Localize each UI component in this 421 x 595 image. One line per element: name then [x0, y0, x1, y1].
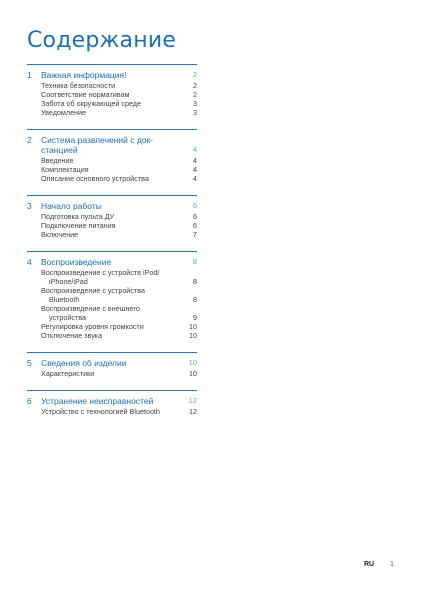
entry-title: Подключение питания [41, 221, 116, 230]
entry-title: Воспроизведение с внешнего [41, 304, 140, 313]
toc-entry[interactable] [27, 221, 197, 230]
entry-page: 12 [189, 407, 197, 416]
toc-section [27, 352, 197, 378]
entry-page: 6 [193, 212, 197, 221]
chapter-number: 2 [27, 135, 32, 145]
entry-title: Воспроизведение с устройства [41, 286, 145, 295]
entry-page: 10 [189, 322, 197, 331]
entry-title: Введение [41, 156, 74, 165]
entry-title: Устройство с технологией Bluetooth [41, 407, 160, 416]
entry-page: 3 [193, 108, 197, 117]
entry-title: Подготовка пульта ДУ [41, 212, 115, 221]
entry-title: Воспроизведение с устройств iPod/ [41, 268, 160, 277]
chapter-title: Важная информация! [41, 70, 127, 80]
entry-page: 8 [193, 277, 197, 286]
chapter-title: Воспроизведение [41, 257, 112, 267]
chapter-page: 2 [192, 70, 197, 79]
entry-title: iPhone/iPad [49, 277, 88, 286]
toc-entry[interactable] [27, 304, 197, 322]
toc-chapter[interactable] [27, 358, 197, 368]
entry-page: 6 [193, 221, 197, 230]
toc-section [27, 64, 197, 117]
toc-chapter[interactable] [27, 396, 197, 406]
entry-title: Забота об окружающей среде [41, 99, 142, 108]
chapter-title: Начало работы [41, 201, 102, 211]
toc-section [27, 251, 197, 340]
chapter-number: 1 [27, 70, 32, 80]
toc-entry[interactable] [27, 212, 197, 221]
entry-title: Соответствие нормативам [41, 90, 130, 99]
toc-entry[interactable] [27, 331, 197, 340]
entry-page: 7 [193, 230, 197, 239]
toc-entry[interactable] [27, 156, 197, 165]
entry-page: 3 [193, 99, 197, 108]
entry-title: Регулировка уровня громкости [41, 322, 144, 331]
chapter-page: 10 [188, 358, 197, 367]
entry-page: 8 [193, 295, 197, 304]
entry-page: 9 [193, 313, 197, 322]
toc-entry[interactable] [27, 81, 197, 90]
entry-page: 2 [193, 81, 197, 90]
toc-entry[interactable] [27, 174, 197, 183]
chapter-title: Система развлечений с док- [41, 135, 154, 145]
chapter-number: 6 [27, 396, 32, 406]
toc-entry[interactable] [27, 99, 197, 108]
toc-entry[interactable] [27, 90, 197, 99]
toc-entry[interactable] [27, 369, 197, 378]
toc-chapter[interactable] [27, 70, 197, 80]
chapter-number: 4 [27, 257, 32, 267]
toc-entry[interactable] [27, 165, 197, 174]
toc-section [27, 390, 197, 416]
entry-title: Отключение звука [41, 331, 103, 340]
entry-title: Описание основного устройства [41, 174, 149, 183]
entry-title: Характеристики [41, 369, 95, 378]
toc-entry[interactable] [27, 286, 197, 304]
entry-page: 4 [193, 156, 197, 165]
page-number: 1 [390, 561, 394, 568]
toc-section [27, 129, 197, 183]
toc-entry[interactable] [27, 108, 197, 117]
chapter-page: 6 [192, 201, 197, 210]
toc-chapter[interactable] [27, 201, 197, 211]
toc-entry[interactable] [27, 407, 197, 416]
toc-chapter[interactable] [27, 257, 197, 267]
entry-page: 2 [193, 90, 197, 99]
toc-chapter[interactable] [27, 135, 197, 155]
entry-title: устройства [49, 313, 87, 322]
entry-title: Уведомление [41, 108, 87, 117]
entry-title: Bluetooth [49, 295, 80, 304]
table-of-contents [27, 64, 197, 428]
toc-entry[interactable] [27, 322, 197, 331]
chapter-number: 5 [27, 358, 32, 368]
entry-page: 4 [193, 174, 197, 183]
chapter-number: 3 [27, 201, 32, 211]
entry-title: Включение [41, 230, 79, 239]
chapter-page: 8 [192, 257, 197, 266]
language-label: RU [364, 561, 375, 568]
toc-section [27, 195, 197, 239]
entry-title: Комплектация [41, 165, 89, 174]
entry-page: 10 [189, 331, 197, 340]
chapter-title: Сведения об изделии [41, 358, 127, 368]
chapter-title: станцией [41, 145, 78, 155]
entry-page: 4 [193, 165, 197, 174]
entry-title: Техника безопасности [41, 81, 116, 90]
chapter-page: 4 [192, 145, 197, 154]
chapter-page: 12 [188, 396, 197, 405]
entry-page: 10 [189, 369, 197, 378]
chapter-title: Устранение неисправностей [41, 396, 154, 406]
toc-entry[interactable] [27, 230, 197, 239]
toc-entry[interactable] [27, 268, 197, 286]
page-title: Содержание [27, 28, 177, 53]
